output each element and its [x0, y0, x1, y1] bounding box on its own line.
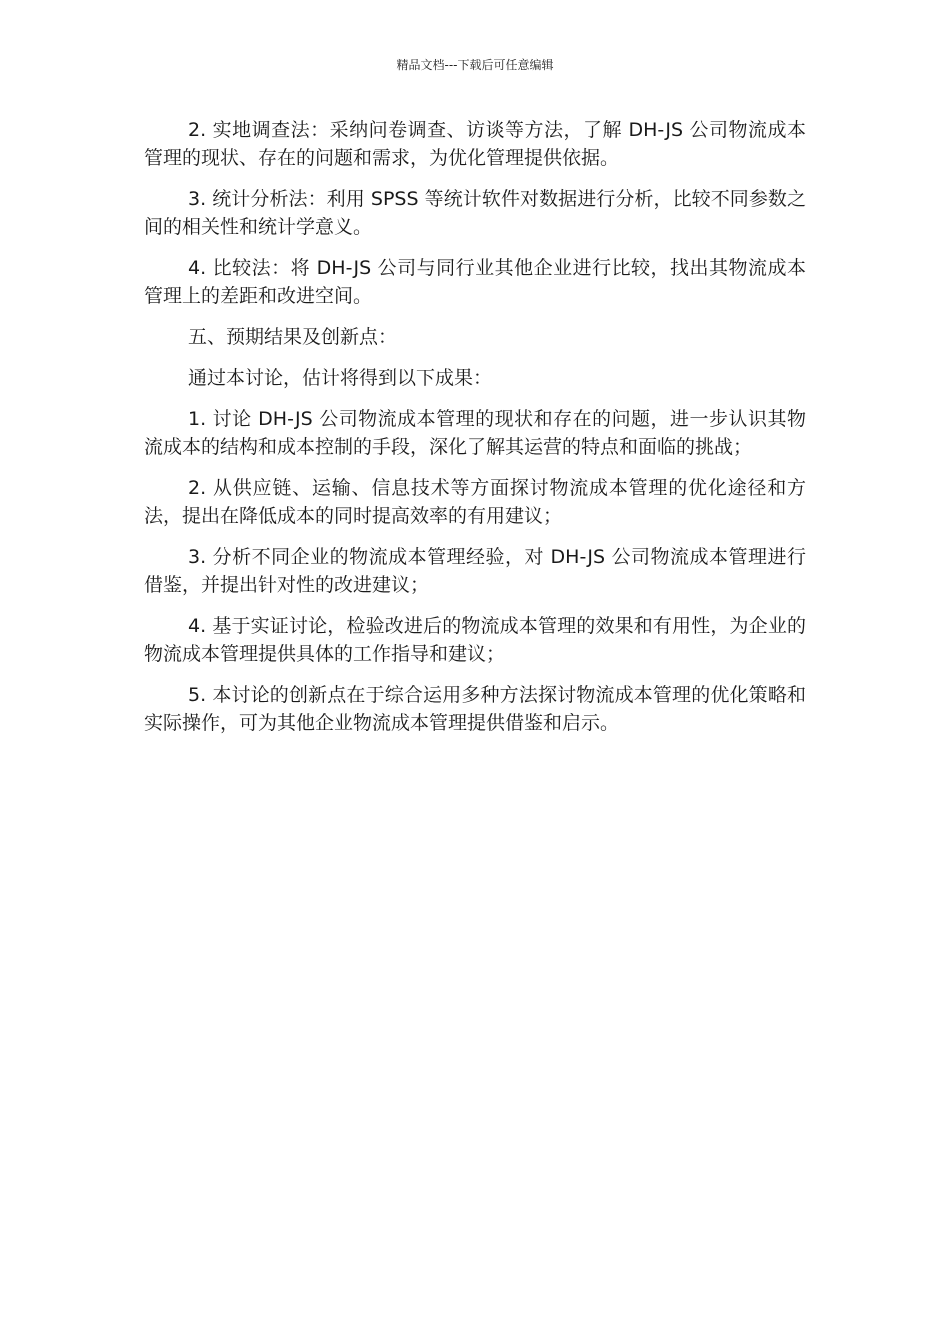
- paragraph-method-statistics: 3. 统计分析法：利用 SPSS 等统计软件对数据进行分析，比较不同参数之间的相关性和统计学意义。: [144, 188, 806, 238]
- paragraph-result-1: 1. 讨论 DH-JS 公司物流成本管理的现状和存在的问题，进一步认识其物流成本的结构和成本控制的手段，深化了解其运营的特点和面临的挑战；: [144, 408, 806, 458]
- paragraph-method-comparison: 4. 比较法：将 DH-JS 公司与同行业其他企业进行比较，找出其物流成本管理上的差距和改进空间。: [144, 257, 806, 307]
- paragraph-result-3: 3. 分析不同企业的物流成本管理经验，对 DH-JS 公司物流成本管理进行借鉴，并提出针对性的改进建议；: [144, 546, 806, 596]
- document-body: [144, 116, 806, 750]
- paragraph-result-4: 4. 基于实证讨论，检验改进后的物流成本管理的效果和有用性，为企业的物流成本管理提供具体的工作指导和建议；: [144, 615, 806, 665]
- section-heading-expected-results: 五、预期结果及创新点：: [188, 326, 398, 348]
- page-header: 精品文档---下载后可任意编辑: [396, 58, 554, 72]
- paragraph-results-intro: 通过本讨论，估计将得到以下成果：: [188, 367, 493, 389]
- paragraph-result-5: 5. 本讨论的创新点在于综合运用多种方法探讨物流成本管理的优化策略和实际操作，可为其他企业物流成本管理提供借鉴和启示。: [144, 684, 806, 734]
- paragraph-method-field-survey: 2. 实地调查法：采纳问卷调查、访谈等方法，了解 DH-JS 公司物流成本管理的现状、存在的问题和需求，为优化管理提供依据。: [144, 119, 806, 169]
- paragraph-result-2: 2. 从供应链、运输、信息技术等方面探讨物流成本管理的优化途径和方法，提出在降低成本的同时提高效率的有用建议；: [144, 477, 806, 527]
